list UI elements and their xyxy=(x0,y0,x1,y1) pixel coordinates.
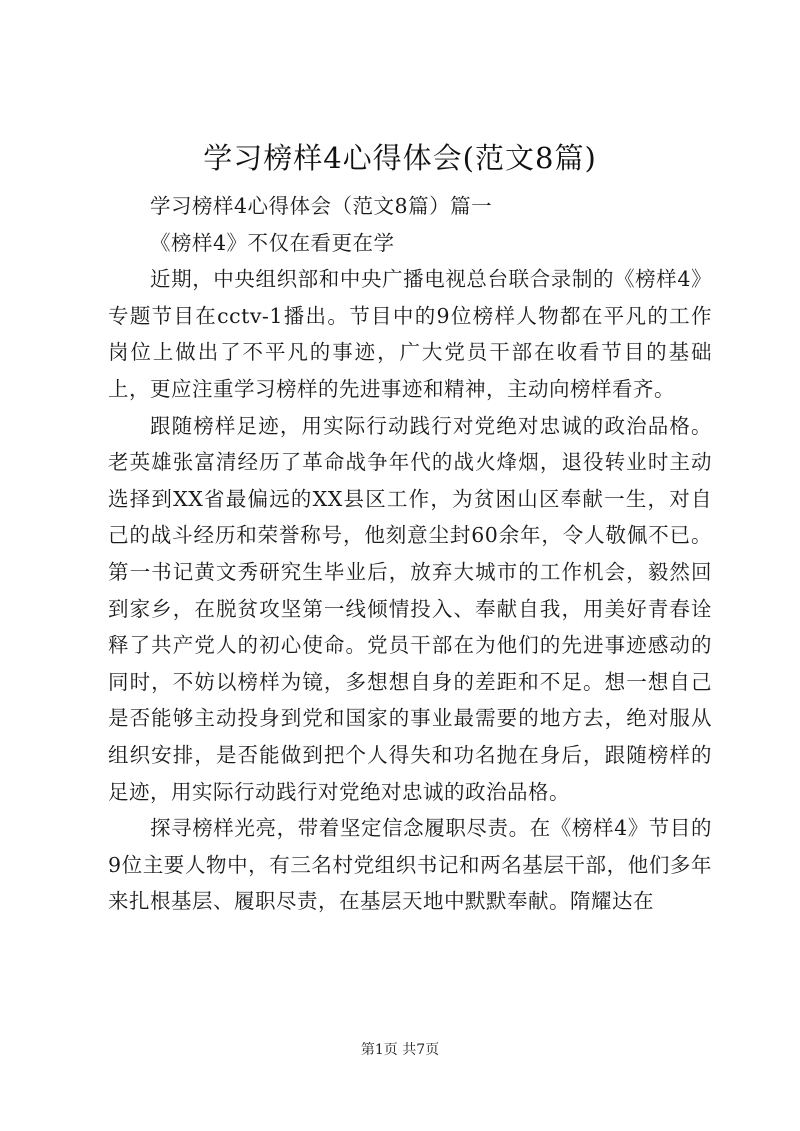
document-title: 学习榜样4心得体会(范文8篇) xyxy=(203,141,597,175)
body-paragraph: 近期，中央组织部和中央广播电视总台联合录制的《榜样4》专题节目在cctv-1播出。节目中的9位榜样人物都在平凡的工作岗位上做出了不平凡的事迹，广大党员干部在收看节目的基础上，更应注重学习榜样的先进事迹和精神，主动向榜样看齐。 xyxy=(108,267,712,401)
page-number-footer: 第1页 共7页 xyxy=(360,1042,440,1058)
document-body xyxy=(108,188,712,920)
body-paragraph: 探寻榜样光亮，带着坚定信念履职尽责。在《榜样4》节目的9位主要人物中，有三名村党组织书记和两名基层干部，他们多年来扎根基层、履职尽责，在基层天地中默默奉献。隋耀达在 xyxy=(108,816,712,914)
subheading: 《榜样4》不仅在看更在学 xyxy=(150,230,395,255)
section-heading: 学习榜样4心得体会（范文8篇）篇一 xyxy=(150,194,493,218)
body-paragraph: 跟随榜样足迹，用实际行动践行对党绝对忠诚的政治品格。老英雄张富清经历了革命战争年代的战火烽烟，退役转业时主动选择到XX省最偏远的XX县区工作，为贫困山区奉献一生，对自己的战斗经历和荣誉称号，他刻意尘封60余年，令人敬佩不已。第一书记黄文秀研究生毕业后，放弃大城市的工作机会，毅然回到家乡，在脱贫攻坚第一线倾情投入、奉献自我，用美好青春诠释了共产党人的初心使命。党员干部在为他们的先进事迹感动的同时，不妨以榜样为镜，多想想自身的差距和不足。想一想自己是否能够主动投身到党和国家的事业最需要的地方去，绝对服从组织安排，是否能做到把个人得失和功名抛在身后，跟随榜样的足迹，用实际行动践行对党绝对忠诚的政治品格。 xyxy=(108,413,712,804)
